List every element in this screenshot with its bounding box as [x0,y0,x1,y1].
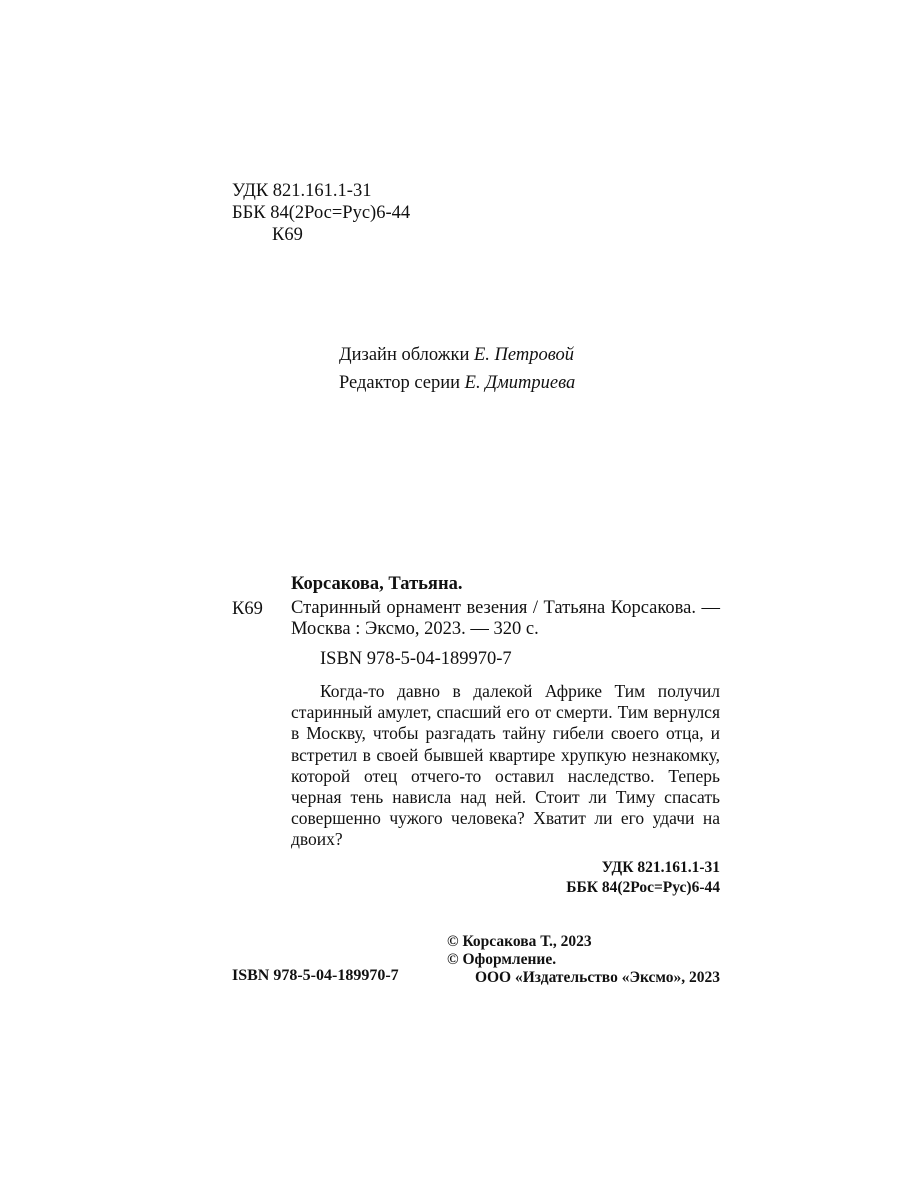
udk-code-top: УДК 821.161.1-31 [232,181,372,201]
book-annotation: Когда-то давно в далекой Африке Тим получил старинный амулет, спасший его от смерти. Тим вернулся в Москву, чтобы разгадать тайну гибели своего отца, и встретил в своей бывшей квартире хрупкую незнакомку, которой отец отчего-то оставил наследство. Теперь черная тень нависла над ней. Стоит ли Тиму спасать совершенно чужого человека? Хватит ли его удачи на двоих? [291,681,720,850]
bbk-code-bottom: ББК 84(2Рос=Рус)6-44 [566,879,720,896]
cover-design-label: Дизайн обложки [339,345,470,365]
cover-design-credit [339,344,574,366]
copyright-author: © Корсакова Т., 2023 [447,933,592,950]
record-author-sign: К69 [232,599,263,619]
series-editor-label: Редактор серии [339,373,461,393]
author-sign-top: К69 [272,225,303,245]
series-editor-name: Е. Дмитриева [464,373,576,393]
record-isbn: ISBN 978-5-04-189970-7 [320,649,512,669]
bbk-code-top: ББК 84(2Рос=Рус)6-44 [232,203,411,223]
isbn-bottom: ISBN 978-5-04-189970-7 [232,967,399,984]
record-description: Старинный орнамент везения / Татьяна Корсакова. — Москва : Эксмо, 2023. — 320 с. [291,598,720,639]
udk-code-bottom: УДК 821.161.1-31 [601,859,720,876]
copyright-design: © Оформление. [447,951,557,968]
series-editor-credit [339,372,575,394]
record-author-heading: Корсакова, Татьяна. [291,574,463,594]
copyright-publisher: ООО «Издательство «Эксмо», 2023 [474,969,720,986]
cover-designer-name: Е. Петровой [473,345,575,365]
